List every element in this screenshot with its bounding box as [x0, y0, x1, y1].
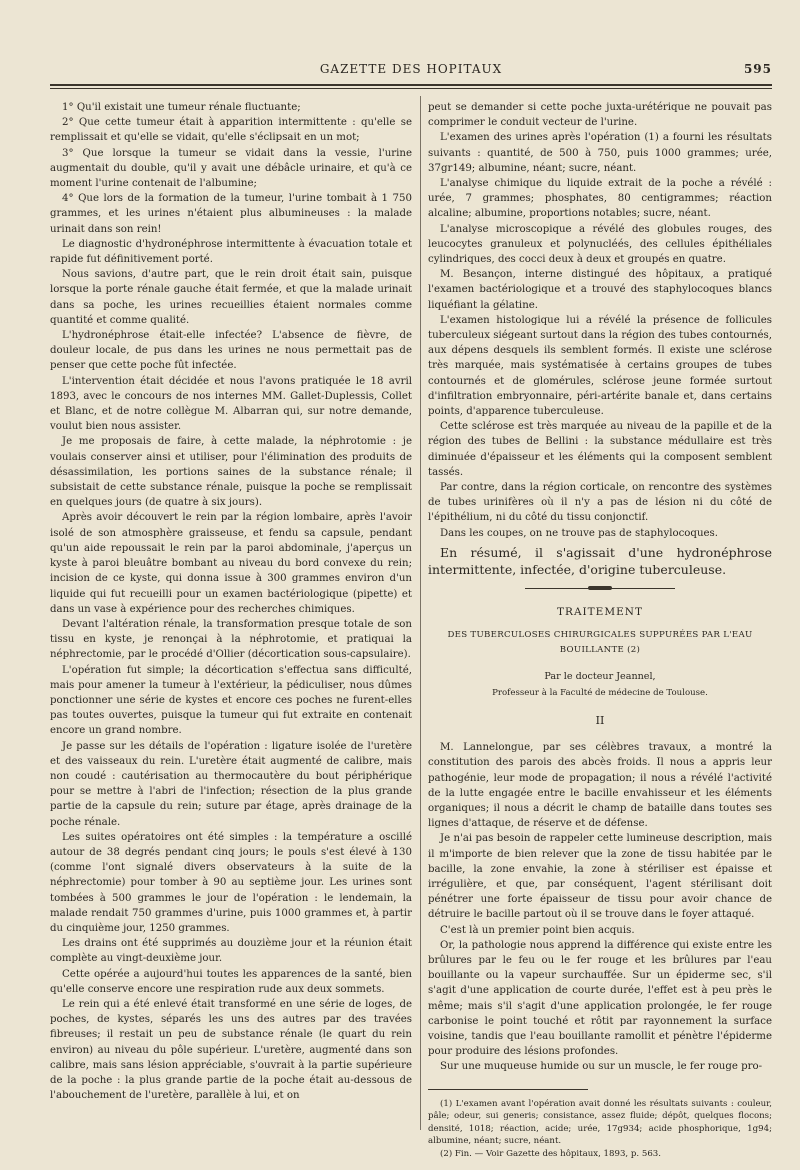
- paragraph: L'analyse chimique du liquide extrait de la poche a révélé : urée, 7 grammes; phosphates, 80 centigrammes; réaction alcaline; albumine, proportions notables; sucre, néant.: [428, 178, 772, 220]
- paragraph: 2° Que cette tumeur était à apparition intermittente : qu'elle se remplissait et qu'elle se vidait, qu'elle s'éclipsait en un mot;: [50, 117, 412, 144]
- article-title: TRAITEMENT: [557, 605, 643, 618]
- paragraph: 1° Qu'il existait une tumeur rénale fluctuante;: [62, 102, 301, 113]
- paragraph: M. Besançon, interne distingué des hôpitaux, a pratiqué l'examen bactériologique et a trouvé des staphylocoques blancs liquéfiant la gélatine.: [428, 269, 772, 311]
- paragraph: Devant l'altération rénale, la transformation presque totale de son tissu en kyste, je renonçai à la néphrotomie, et pratiquai la néphrectomie, par le procédé d'Ollier (décortication sous-capsulaire).: [50, 618, 412, 661]
- paragraph: Or, la pathologie nous apprend la différence qui existe entre les brûlures par le feu ou le fer rouge et les brûlures par l'eau bouillante ou la vapeur surchauffée. Sur un épiderme sec, s'il s'agit d'une application de courte durée, l'effet est à peu près le même; mais s'il s'agit d'une application prolongée, le fer rouge carbonise le point touché et rôtit par rayonnement la surface voisine, tandis que l'eau bouillante ramollit et pénètre l'épiderme pour produire des lésions profondes.: [428, 939, 772, 1058]
- paragraph: L'examen histologique lui a révélé la présence de follicules tuberculeux siégeant surtout dans la région des tubes contournés, aux dépens desquels ils semblent formés. Il existe une sclérose très marquée, mais systématisée à certains groupes de tubes contournés et de glomérules, sclérose jeune formée surtout d'infiltration embryonnaire, péri-artérite banale et, dans certains points, d'apparence tuberculeuse.: [428, 314, 772, 418]
- article-subtitle: DES TUBERCULOSES CHIRURGICALES SUPPURÉES PAR L'EAU BOUILLANTE (2): [447, 630, 753, 656]
- running-title: GAZETTE DES HOPITAUX: [319, 62, 503, 76]
- paragraph: Par contre, dans la région corticale, on rencontre des systèmes de tubes urinifères où il n'y a pas de lésion ni du côté de l'épithélium, ni du côté du tissu conjonctif.: [428, 482, 772, 524]
- paragraph: Le diagnostic d'hydronéphrose intermittente à évacuation totale et rapide fut définitivement porté.: [50, 238, 412, 266]
- paragraph: L'analyse microscopique a révélé des globules rouges, des leucocytes granuleux et polynucléés, des cellules épithéliales cylindriques, des cocci deux à deux et groupés en quatre.: [428, 223, 772, 266]
- paragraph: M. Lannelongue, par ses célèbres travaux, a montré la constitution des parois des abcès froids. Il nous a appris leur pathogénie, leur mode de propagation; il nous a révélé l'activité de la lutte engagée entre le bacille envahisseur et les éléments organiques; il nous a décrit le champ de bataille dans toutes ses lignes d'attaque, de réserve et de défense.: [428, 742, 772, 830]
- paragraph: L'opération fut simple; la décortication s'effectua sans difficulté, mais pour amener la tumeur à l'extérieur, la pédiculiser, nous dûmes ponctionner une série de kystes et encore ces poches ne furent-elles pas toutes ouvertes, puisque la tumeur qui fut extraite en contenait encore un grand nombre.: [50, 664, 412, 737]
- paragraph: Sur une muqueuse humide ou sur un muscle, le fer rouge pro-: [440, 1061, 763, 1073]
- left-column: [50, 100, 412, 1103]
- footnote-rule: [428, 1089, 588, 1090]
- right-column: [428, 100, 772, 1161]
- paragraph: Cette sclérose est très marquée au niveau de la papille et de la région des tubes de Bellini : la substance médullaire est très diminuée d'épaisseur et les éléments qui la composent semblent tassés.: [428, 421, 772, 478]
- article-author: Par le docteur Jeannel,: [544, 670, 656, 682]
- footnote: (2) Fin. — Voir Gazette des hôpitaux, 1893, p. 563.: [440, 1148, 661, 1159]
- paragraph: Le rein qui a été enlevé était transformé en une série de loges, de poches, de kystes, séparés les uns des autres par des travées fibreuses; il restait un peu de substance rénale (le quart du rein environ) au niveau du pôle supérieur. L'uretère, augmenté dans son calibre, mais sans lésion appréciable, s'ouvrait à la partie supérieure de la poche : la plus grande partie de la poche était au-dessous de l'abouchement de l'uretère, parallèle à lui, et on: [50, 998, 412, 1102]
- paragraph: Après avoir découvert le rein par la région lombaire, après l'avoir isolé de son atmosphère graisseuse, et fendu sa capsule, pendant qu'un aide repoussait le rein par la paroi abdominale, j'aperçus un kyste à paroi bleuâtre bombant au niveau du bord convexe du rein; incision de ce kyste, qui donna issue à 300 grammes environ d'un liquide qui fut recueilli pour un examen bactériologique (pipette) et dans un vase à expérience pour des recherches chimiques.: [50, 512, 412, 615]
- paragraph: Nous savions, d'autre part, que le rein droit était sain, puisque lorsque la porte rénale gauche était fermée, et que la malade urinait dans sa poche, les urines recueillies étaient normales comme quantité et comme qualité.: [50, 269, 412, 326]
- running-head: [50, 62, 772, 80]
- header-rule: [50, 84, 772, 86]
- paragraph: Je n'ai pas besoin de rappeler cette lumineuse description, mais il m'importe de bien relever que la zone de tissu habitée par le bacille, la zone envahie, la zone à stériliser est épaisse et irrégulière, et que, par conséquent, l'agent stérilisant doit pénétrer une forte épaisseur de tissu pour avoir chance de détruire le bacille partout où il se trouve dans le foyer attaqué.: [428, 833, 772, 921]
- paragraph: L'hydronéphrose était-elle infectée? L'absence de fièvre, de douleur locale, de pus dans les urines ne nous permettait pas de penser que cette poche fût infectée.: [50, 330, 412, 372]
- paragraph: 4° Que lors de la formation de la tumeur, l'urine tombait à 1 750 grammes, et les urines n'étaient plus albumineuses : la malade urinait dans son rein!: [50, 193, 412, 235]
- paragraph: Je passe sur les détails de l'opération : ligature isolée de l'uretère et des vaisseaux du rein. L'uretère était augmenté de calibre, mais non coudé : cautérisation au thermocautère du bout périphérique pour se mettre à l'abri de l'infection; résection de la plus grande partie de la capsule du rein; suture par étage, après drainage de la poche rénale.: [50, 740, 412, 828]
- author-affiliation: Professeur à la Faculté de médecine de Toulouse.: [492, 687, 708, 698]
- section-separator: [525, 588, 675, 589]
- paragraph: C'est là un premier point bien acquis.: [440, 924, 635, 936]
- paragraph: peut se demander si cette poche juxta-urétérique ne pouvait pas comprimer le conduit vecteur de l'urine.: [428, 102, 772, 129]
- paragraph: 3° Que lorsque la tumeur se vidait dans la vessie, l'urine augmentait du double, qu'il y avait une débâcle urinaire, et qu'à ce moment l'urine contenait de l'albumine;: [50, 147, 412, 190]
- summary-paragraph: En résumé, il s'agissait d'une hydronéphrose intermittente, infectée, d'origine tuberculeuse.: [428, 544, 772, 577]
- column-divider: [420, 96, 421, 1130]
- paragraph: Les suites opératoires ont été simples : la température a oscillé autour de 38 degrés pendant cinq jours; le pouls s'est élevé à 130 (comme l'ont signalé divers observateurs à la suite de la néphrectomie) pour tomber à 90 au septième jour. Les urines sont tombées à 500 grammes le jour de l'opération : le lendemain, la malade rendait 750 grammes d'urine, puis 1000 grammes et, à partir du cinquième jour, 1250 grammes.: [50, 831, 412, 934]
- header-rule-thin: [50, 88, 772, 89]
- paragraph: Je me proposais de faire, à cette malade, la néphrotomie : je voulais conserver ainsi et utiliser, pour l'élimination des produits de désassimilation, les portions saines de la substance rénale; il subsistait de cette substance rénale, puisque la poche se remplissait en quelques jours (de quatre à six jours).: [50, 436, 412, 509]
- paragraph: L'intervention était décidée et nous l'avons pratiquée le 18 avril 1893, avec le concours de nos internes MM. Gallet-Duplessis, Collet et Blanc, et de notre collègue M. Albarran qui, sur notre demande, voulut bien nous assister.: [50, 375, 412, 433]
- footnote: (1) L'examen avant l'opération avait donné les résultats suivants : couleur, pâle; odeur, sui generis; consistance, assez fluide; dépôt, quelques flocons; densité, 1018; réaction, acide; urée, 17g934; acide phosphorique, 1g94; albumine, néant; sucre, néant.: [428, 1098, 772, 1147]
- paragraph: L'examen des urines après l'opération (1) a fourni les résultats suivants : quantité, de 500 à 750, puis 1000 grammes; urée, 37gr149; albumine, néant; sucre, néant.: [428, 132, 772, 174]
- paragraph: Dans les coupes, on ne trouve pas de staphylocoques.: [440, 527, 719, 539]
- page-number: 595: [743, 62, 772, 76]
- paragraph: Cette opérée a aujourd'hui toutes les apparences de la santé, bien qu'elle conserve encore une respiration rude aux deux sommets.: [50, 968, 412, 995]
- paragraph: Les drains ont été supprimés au douzième jour et la réunion était complète au vingt-deuxième jour.: [50, 938, 412, 965]
- part-number: II: [595, 713, 605, 727]
